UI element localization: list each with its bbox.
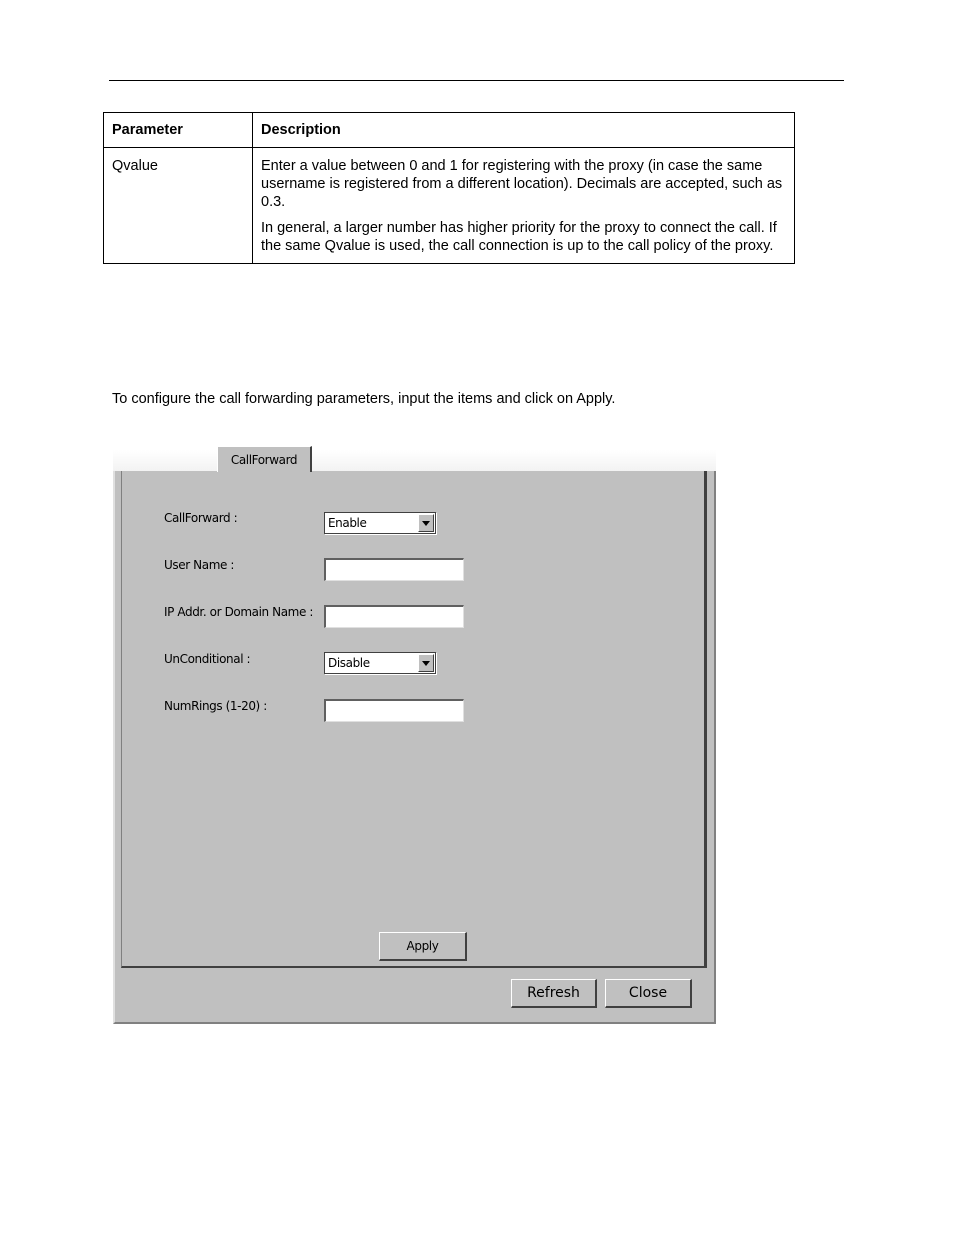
ip-addr-label: IP Addr. or Domain Name : (164, 605, 314, 619)
unconditional-label: UnConditional : (164, 652, 251, 666)
refresh-button[interactable]: Refresh (511, 979, 597, 1008)
unconditional-select[interactable] (324, 652, 436, 674)
chevron-down-icon[interactable] (418, 654, 434, 672)
parameter-description (253, 148, 795, 264)
intro-text: To configure the call forwarding parameters, input the items and click on Apply. (112, 391, 616, 407)
user-name-label: User Name : (164, 558, 235, 572)
column-header-parameter: Parameter (104, 113, 253, 148)
callforward-label: CallForward : (164, 511, 238, 525)
apply-button[interactable]: Apply (379, 932, 467, 961)
callforward-select-value: Enable (328, 516, 367, 530)
parameter-name: Qvalue (104, 148, 253, 264)
tab-strip (113, 450, 716, 472)
callforward-dialog (113, 444, 716, 1024)
callforward-select[interactable] (324, 512, 436, 534)
table-row (104, 148, 795, 264)
close-button[interactable]: Close (605, 979, 692, 1008)
tab-content (121, 471, 707, 968)
header-rule (109, 80, 844, 81)
user-name-input[interactable] (324, 558, 464, 581)
numrings-label: NumRings (1-20) : (164, 699, 267, 713)
dialog-panel (113, 471, 716, 1024)
ip-addr-input[interactable] (324, 605, 464, 628)
numrings-input[interactable] (324, 699, 464, 722)
description-paragraph: Enter a value between 0 and 1 for registering with the proxy (in case the same username is registered from a different location). Decimals are accepted, such as 0.3. (261, 158, 783, 210)
parameter-table (103, 112, 795, 264)
description-paragraph: In general, a larger number has higher priority for the proxy to connect the call. If the same Qvalue is used, the call connection is up to the call policy of the proxy. (261, 220, 777, 254)
table-header-row (104, 113, 795, 148)
tab-callforward[interactable]: CallForward (217, 446, 312, 472)
unconditional-select-value: Disable (328, 656, 370, 670)
column-header-description: Description (253, 113, 795, 148)
chevron-down-icon[interactable] (418, 514, 434, 532)
